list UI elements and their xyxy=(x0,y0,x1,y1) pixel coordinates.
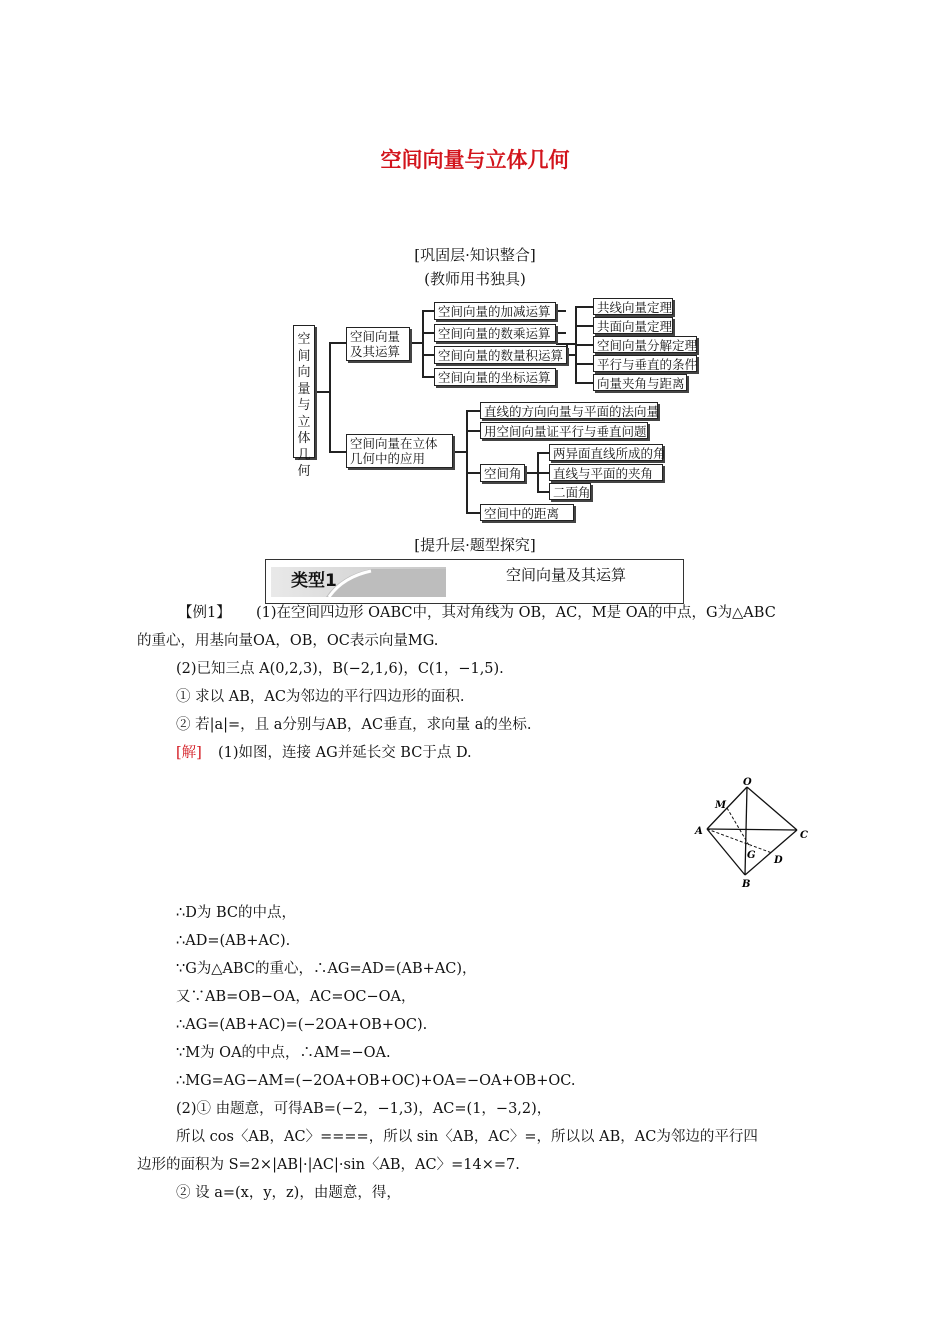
solution-intro: (1)如图，连接 AG并延长交 BC于点 D. xyxy=(218,745,472,761)
map-node-distance: 空间中的距离 xyxy=(480,504,574,521)
solution-line: ∵G为△ABC的重心，∴AG=AD=(AB+AC)， xyxy=(176,961,477,977)
map-node-add-sub: 空间向量的加减运算 xyxy=(434,302,556,320)
map-node-dot-product: 空间向量的数量积运算 xyxy=(434,346,567,364)
label-b: B xyxy=(742,879,751,890)
solution-line: ② 设 a=(x，y，z)，由题意，得， xyxy=(176,1185,401,1201)
label-g: G xyxy=(747,850,756,861)
map-node-decomposition-theorem: 空间向量分解定理 xyxy=(593,336,697,353)
solution-line: ∴D为 BC的中点， xyxy=(176,905,296,921)
map-node-line-plane-angle: 直线与平面的夹角 xyxy=(549,464,663,481)
label-a: A xyxy=(695,826,703,837)
section-heading-consolidation: [巩固层·知识整合] xyxy=(414,246,536,264)
label-c: C xyxy=(800,830,808,841)
label-o: O xyxy=(743,777,752,788)
type-title: 空间向量及其运算 xyxy=(505,566,626,584)
map-node-collinear-theorem: 共线向量定理 xyxy=(593,298,673,315)
solution-line: ∴MG=AG−AM=(−2OA+OB+OC)+OA=−OA+OB+OC. xyxy=(176,1073,576,1089)
map-node-prove-parallel: 用空间向量证平行与垂直问题 xyxy=(480,422,648,439)
type-label: 类型1 xyxy=(291,571,337,591)
section-heading-exploration: [提升层·题型探究] xyxy=(414,536,536,554)
solution-line: 又∵AB=OB−OA，AC=OC−OA， xyxy=(176,989,416,1005)
solution-line: ∴AD=(AB+AC). xyxy=(176,933,291,949)
map-node-skew-lines-angle: 两异面直线所成的角 xyxy=(549,444,663,461)
example-q2: (2)已知三点 A(0,2,3)，B(−2,1,6)，C(1，−1,5). xyxy=(176,661,504,677)
label-d: D xyxy=(774,855,783,866)
map-node-coplanar-theorem: 共面向量定理 xyxy=(593,317,673,334)
page-title: 空间向量与立体几何 xyxy=(380,148,570,172)
tetrahedron-figure xyxy=(690,775,810,890)
example-q1-line1: (1)在空间四边形 OABC中，其对角线为 OB，AC，M是 OA的中点，G为△ABC xyxy=(256,605,776,621)
teacher-note: (教师用书独具) xyxy=(424,270,526,288)
map-node-parallel-perpendicular: 平行与垂直的条件 xyxy=(593,355,697,372)
map-root: 空间向量与立体几何 xyxy=(293,325,315,458)
example-q2-1: ① 求以 AB，AC为邻边的平行四边形的面积. xyxy=(176,689,465,705)
map-node-coordinate: 空间向量的坐标运算 xyxy=(434,368,556,386)
solution-line: 所以 cos〈AB，AC〉====，所以 sin〈AB，AC〉=，所以以 AB，AC为邻边的平行四 xyxy=(176,1129,758,1145)
map-node-spatial-angle: 空间角 xyxy=(480,464,525,482)
solution-line: (2)① 由题意，可得AB=(−2，−1,3)，AC=(1，−3,2)， xyxy=(176,1101,552,1117)
solution-line: ∵M为 OA的中点，∴AM=−OA. xyxy=(176,1045,391,1061)
solution-line: 边形的面积为 S=2×|AB|·|AC|·sin〈AB，AC〉=14×=7. xyxy=(137,1157,520,1173)
solution-tag: [解] xyxy=(176,745,202,761)
map-node-dihedral-angle: 二面角 xyxy=(549,483,591,500)
map-node-scalar-mult: 空间向量的数乘运算 xyxy=(434,324,556,342)
solution-line: ∴AG=(AB+AC)=(−2OA+OB+OC). xyxy=(176,1017,428,1033)
example-q1-line2: 的重心，用基向量OA，OB，OC表示向量MG. xyxy=(137,633,439,649)
map-branch-vector-operations: 空间向量及其运算 xyxy=(346,327,410,361)
label-m: M xyxy=(715,800,727,811)
map-node-direction-normal: 直线的方向向量与平面的法向量 xyxy=(480,402,658,419)
map-branch-applications: 空间向量在立体几何中的应用 xyxy=(346,434,453,468)
example-q2-2: ② 若|a|=，且 a分别与AB，AC垂直，求向量 a的坐标. xyxy=(176,717,532,733)
map-node-angle-distance: 向量夹角与距离 xyxy=(593,374,687,391)
example-tag: 【例1】 xyxy=(178,605,231,621)
